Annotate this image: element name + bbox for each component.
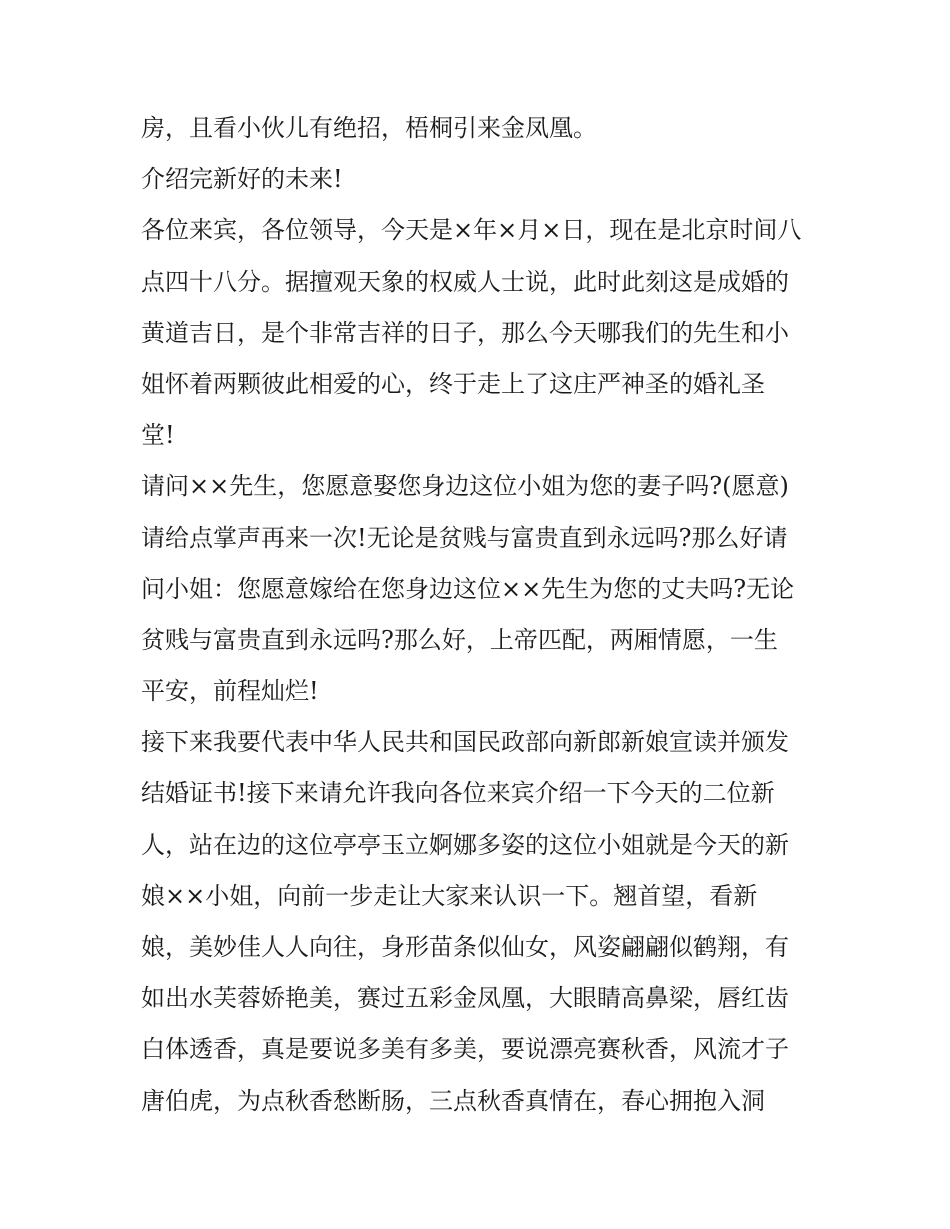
text-line: 堂!: [141, 421, 175, 450]
text-line: 娘××小姐，向前一步走让大家来认识一下。翘首望，看新: [141, 881, 758, 910]
text-line: 唐伯虎，为点秋香愁断肠，三点秋香真情在，春心拥抱入洞: [141, 1086, 765, 1115]
text-line: 平安，前程灿烂!: [141, 677, 319, 706]
text-line: 姐怀着两颗彼此相爱的心，终于走上了这庄严神圣的婚礼圣: [141, 369, 765, 398]
text-line: 接下来我要代表中华人民共和国民政部向新郎新娘宣读并颁发: [141, 728, 789, 757]
text-line: 黄道吉日，是个非常吉祥的日子，那么今天哪我们的先生和小: [141, 318, 789, 347]
text-line: 贫贱与富贵直到永远吗?那么好，上帝匹配，两厢情愿，一生: [141, 625, 778, 654]
text-line: 娘，美妙佳人人向往，身形苗条似仙女，风姿翩翩似鹤翔，有: [141, 933, 789, 961]
text-line: 请给点掌声再来一次!无论是贫贱与富贵直到永远吗?那么好请: [141, 523, 788, 552]
text-line: 白体透香，真是要说多美有多美，要说漂亮赛秋香，风流才子: [141, 1035, 789, 1064]
text-line: 点四十八分。据擅观天象的权威人士说，此时此刻这是成婚的: [141, 267, 789, 296]
text-line: 如出水芙蓉娇艳美，赛过五彩金凤凰，大眼睛高鼻梁，唇红齿: [141, 984, 789, 1013]
text-line: 人，站在边的这位亭亭玉立婀娜多姿的这位小姐就是今天的新: [141, 830, 789, 859]
text-line: 房，且看小伙儿有绝招，梧桐引来金凤凰。: [141, 114, 597, 142]
text-line: 结婚证书!接下来请允许我向各位来宾介绍一下今天的二位新: [141, 779, 775, 808]
text-line: 请问××先生，您愿意娶您身边这位小姐为您的妻子吗?(愿意): [141, 472, 789, 501]
text-line: 各位来宾，各位领导，今天是×年×月×日，现在是北京时间八: [141, 216, 802, 245]
text-line: 介绍完新好的未来!: [141, 165, 343, 194]
text-line: 问小姐：您愿意嫁给在您身边这位××先生为您的丈夫吗?无论: [141, 574, 795, 603]
document-body: [141, 103, 821, 1127]
